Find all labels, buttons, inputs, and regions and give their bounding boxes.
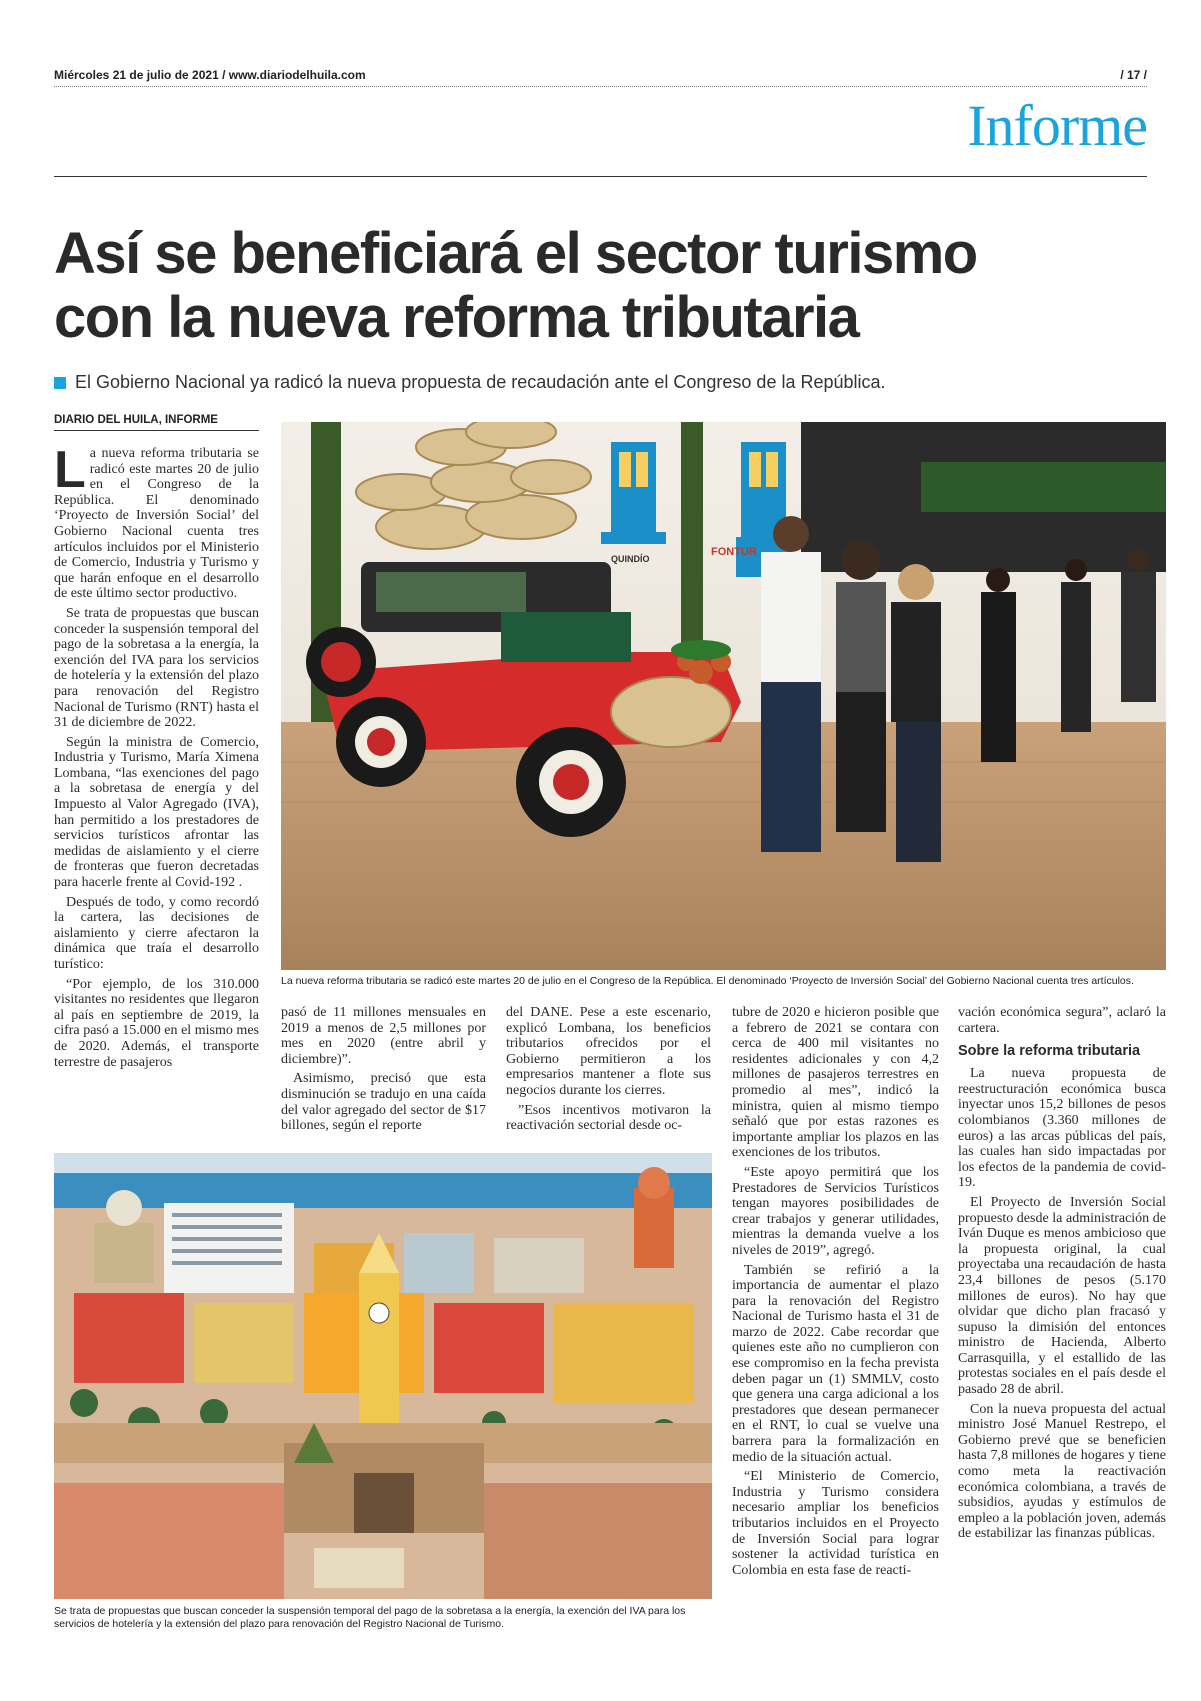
photo1-caption: La nueva reforma tributaria se radicó este martes 20 de julio en el Congreso de la República. El denominado ‘Proyecto de Inversión Social’ del Gobierno Nacional cuenta tres artículos. [281,975,1134,987]
headline-line-2: con la nueva reforma tributaria [54,285,859,350]
column-1 [54,441,259,1074]
paragraph: También se refirió a la importancia de aumentar el plazo para la renovación del Registro Nacional de Turismo hasta el 31 de marzo de 2022. Cabe recordar que quienes este año no cumplieron con ese compromiso en la fecha prevista deben pagar un (1) SMMLV, costo que genera una carga adicional a los prestadores que desean permanecer en el RNT, lo cual se vuelve una barrera para la formalización en medio de la situación actual. [732,1262,939,1465]
photo-trade-fair [281,422,1166,970]
photo2-caption: Se trata de propuestas que buscan conceder la suspensión temporal del pago de la sobretasa a la energía, la exención del IVA para los servicios de hotelería y la extensión del plazo para renovación del Registro Nacional de Turismo. [54,1605,686,1630]
paragraph: ”Esos incentivos motivaron la reactivación sectorial desde oc- [506,1102,711,1134]
paragraph: “Por ejemplo, de los 310.000 visitantes no residentes que llegaron al país en septiembre de 2019, la cifra pasó a 15.000 en el mismo mes de 2020. Además, el transporte terrestre de pasajeros [54,976,259,1070]
sign-quindio: QUINDÍO [611,554,650,564]
section-divider [54,176,1147,177]
column-2 [281,1005,486,1138]
column-4 [732,1005,939,1582]
byline: DIARIO DEL HUILA, INFORME [54,414,259,431]
headline [54,222,1154,350]
paragraph: “Este apoyo permitirá que los Prestadores de Servicios Turísticos tengan mayores posibilidades de crear trabajos y generar utilidades, mientras la demanda vuelve a los niveles de 2019”, agregó. [732,1164,939,1258]
paragraph: Después de todo, y como recordó la cartera, las decisiones de aislamiento y cierre afectaron la dinámica que traía el desarrollo turístico: [54,894,259,972]
paragraph: Con la nueva propuesta del actual ministro José Manuel Restrepo, el Gobierno prevé que se beneficien hasta 7,8 millones de hogares y tiene como meta la reactivación económica colombiana, a través de subsidios, ayudas y estímulos de empleo a la población joven, además de estabilizar las finanzas públicas. [958,1401,1166,1542]
column-5 [958,1005,1166,1546]
subheading: Sobre la reforma tributaria [958,1043,1141,1060]
paragraph: pasó de 11 millones mensuales en 2019 a menos de 2,5 millones por mes en 2020 (entre abril y diciembre)”. [281,1005,486,1067]
paragraph: Asimismo, precisó que esta disminución se tradujo en una caída del valor agregado del sector de $17 billones, según el reporte [281,1071,486,1134]
trade-fair-image [281,422,1166,970]
paragraph: a nueva reforma tributaria se radicó este martes 20 de julio en el Congreso de la República. El denominado ‘Proyecto de Inversión Social’ del Gobierno Nacional cuenta tres artículos incluidos por el Ministerio de Comercio, Industria y Turismo y que harán enfoque en el desarrollo de este último sector productivo. [54,446,259,602]
sign-fontur: FONTUR [711,546,757,558]
paragraph: “El Ministerio de Comercio, Industria y Turismo considera necesario ampliar los beneficios tributarios incluidos en el Proyecto de Inversión Social para lograr sostener la actividad turística en Colombia en esta fase de reacti- [732,1469,939,1578]
cartagena-image [54,1153,712,1599]
column-3 [506,1005,711,1138]
dateline: Miércoles 21 de julio de 2021 / www.diariodelhuila.com [54,68,366,82]
headline-line-1: Así se beneficiará el sector turismo [54,221,977,286]
paragraph: tubre de 2020 e hicieron posible que a febrero de 2021 se contara con cerca de 400 mil visitantes no residentes adicionales y con 4,2 millones de pasajeros terrestres en promedio al mes”, indicó la ministra, quien al mismo tiempo señaló que por estas razones es importante ampliar los plazos en las exenciones de los tributos. [732,1005,939,1161]
deck-text: El Gobierno Nacional ya radicó la nueva propuesta de recaudación ante el Congreso de la República. [75,372,886,392]
paragraph: Se trata de propuestas que buscan conceder la suspensión temporal del pago de la sobretasa a la energía, la exención del IVA para los servicios de hotelería y la extensión del plazo para renovación del Registro Nacional de Turismo (RNT) hasta el 31 de diciembre de 2022. [54,605,259,731]
header-divider [54,86,1147,87]
deck [54,372,886,393]
photo-cartagena [54,1153,712,1599]
section-title: Informe [967,93,1147,158]
paragraph: La nueva propuesta de reestructuración económica busca inyectar unos 15,2 billones de pesos colombianos (3.360 millones de euros) a las arcas públicas del país, las cuales han sido impactadas por los efectos de la pandemia de covid-19. [958,1066,1166,1191]
drop-cap: L [54,441,86,499]
deck-bullet-icon [54,377,66,389]
paragraph: del DANE. Pese a este escenario, explicó Lombana, los beneficios tributarios ofrecidos por el Gobierno permitieron a los empresarios mantener a flote sus negocios durante los cierres. [506,1005,711,1098]
paragraph: El Proyecto de Inversión Social propuesto desde la administración de Iván Duque es menos ambicioso que la propuesta original, la cual proyectaba una recaudación de hasta 23,4 billones de pesos (5.170 millones de euros). No hay que olvidar que dicho plan fracasó y supuso la dimisión del entonces ministro de Hacienda, Alberto Carrasquilla, y el estallido de las protestas sociales en el país desde el pasado 28 de abril. [958,1194,1166,1398]
page-number: / 17 / [1120,68,1147,82]
paragraph: Según la ministra de Comercio, Industria y Turismo, María Ximena Lombana, “las exenciones del pago a la sobretasa de energía y del Impuesto al Valor Agregado (IVA), han permitido a los prestadores de servicios turísticos afrontar las medidas de aislamiento y el cierre de fronteras que fueron decretadas para hacerle frente al Covid-192 . [54,734,259,891]
paragraph: vación económica segura”, aclaró la cartera. [958,1005,1166,1036]
